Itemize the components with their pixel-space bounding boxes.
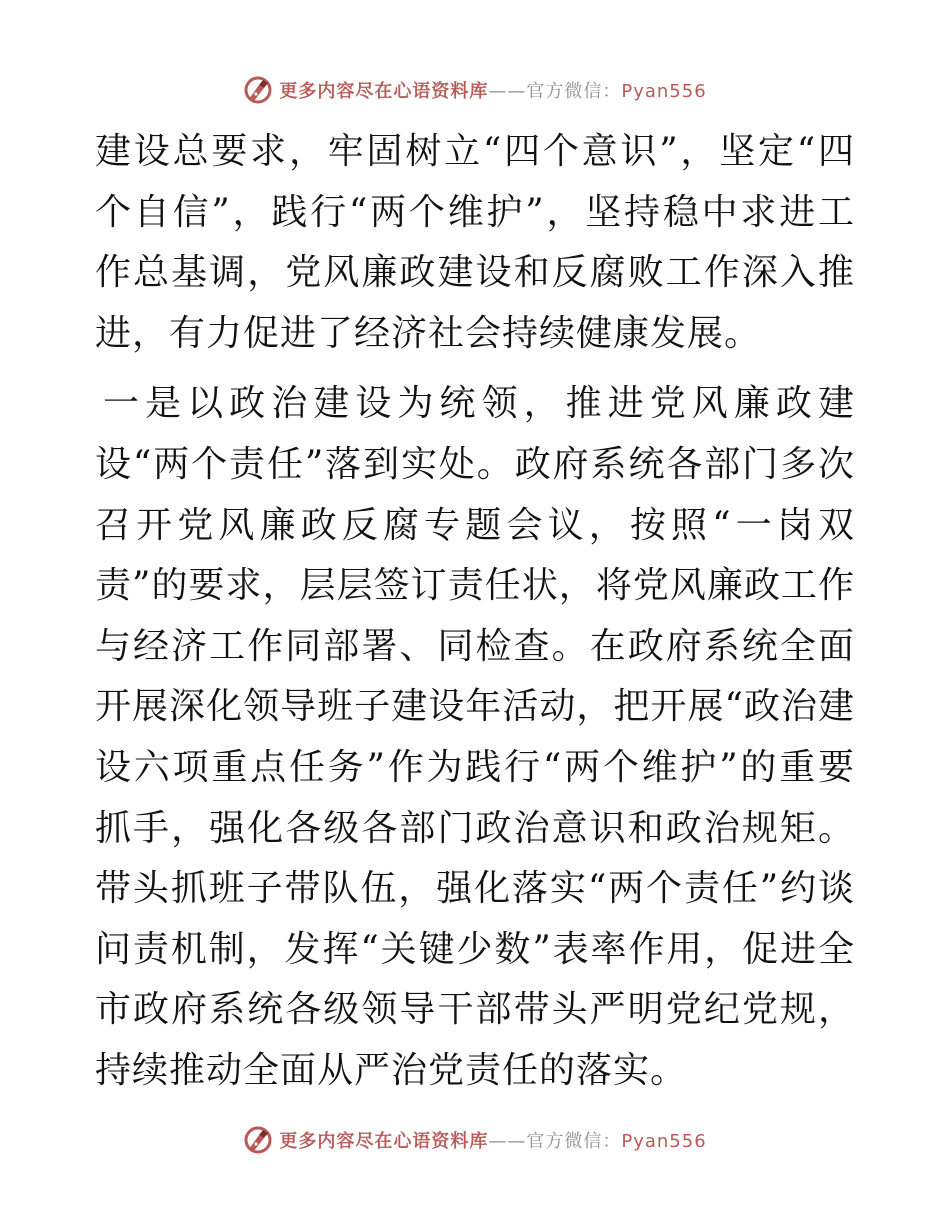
footer-banner-dash: —— [488,1131,527,1152]
footer-banner-id: Pyan556 [621,1131,707,1152]
pen-nib-logo-icon [243,75,273,105]
header-banner-main: 更多内容尽在心语资料库 [279,81,489,102]
paragraph-2: 一是以政治建设为统领，推进党风廉政建设“两个责任”落到实处。政府系统各部门多次召开党风廉政反腐专题会议，按照“一岗双责”的要求，层层签订责任状，将党风廉政工作与经济工作同部署、同检查。在政府系统全面开展深化领导班子建设年活动，把开展“政治建设六项重点任务”作为践行“两个维护”的重要抓手，强化各级各部门政治意识和政治规矩。带头抓班子带队伍，强化落实“两个责任”约谈问责机制，发挥“关键少数”表率作用，促进全市政府系统各级领导干部带头严明党纪党规，持续推动全面从严治党责任的落实。 [95,383,855,1091]
document-body [95,122,855,1102]
footer-banner-main: 更多内容尽在心语资料库 [279,1131,489,1152]
header-banner-label: 官方微信： [526,81,622,102]
header-banner [0,70,950,110]
pen-nib-logo-icon [243,1125,273,1155]
header-banner-text [279,77,706,103]
footer-banner [0,1120,950,1160]
footer-banner-text [279,1127,706,1153]
footer-banner-label: 官方微信： [526,1131,622,1152]
header-banner-id: Pyan556 [621,81,707,102]
paragraph-1: 建设总要求，牢固树立“四个意识”，坚定“四个自信”，践行“两个维护”，坚持稳中求进工作总基调，党风廉政建设和反腐败工作深入推进，有力促进了经济社会持续健康发展。 [95,131,855,354]
header-banner-dash: —— [488,81,527,102]
